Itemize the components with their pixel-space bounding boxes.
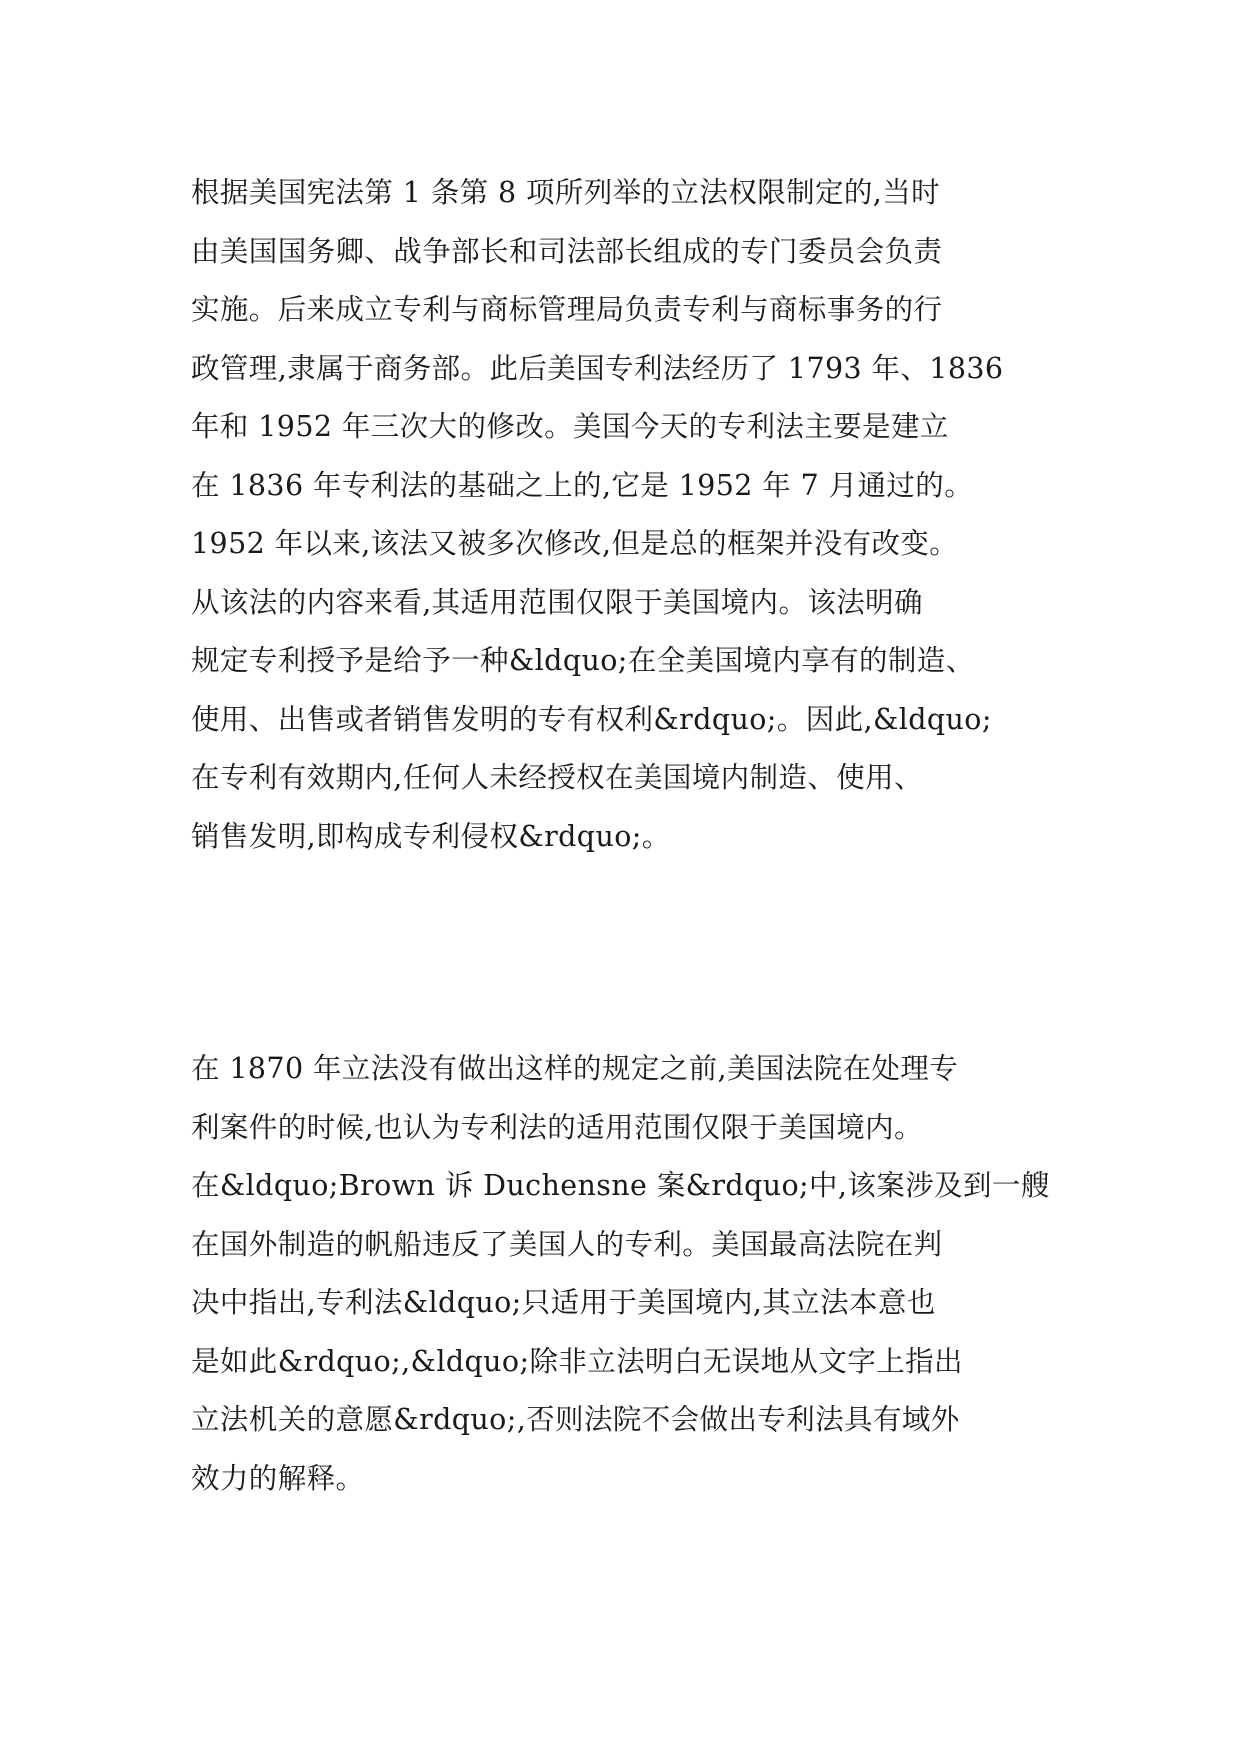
paragraph-line: 政管理,隶属于商务部。此后美国专利法经历了 1793 年、1836 bbox=[191, 351, 1004, 385]
paragraph-2 bbox=[191, 1040, 1071, 1508]
paragraph-line: 利案件的时候,也认为专利法的适用范围仅限于美国境内。 bbox=[191, 1110, 923, 1144]
paragraph-line: 效力的解释。 bbox=[191, 1461, 365, 1495]
paragraph-line: 使用、出售或者销售发明的专有权利&rdquo;。因此,&ldquo; bbox=[191, 702, 992, 736]
paragraph-line: 规定专利授予是给予一种&ldquo;在全美国境内享有的制造、 bbox=[191, 644, 975, 677]
paragraph-line: 在 1836 年专利法的基础之上的,它是 1952 年 7 月通过的。 bbox=[191, 468, 974, 502]
paragraph-line: 立法机关的意愿&rdquo;,否则法院不会做出专利法具有域外 bbox=[191, 1403, 960, 1436]
paragraph-line: 在 1870 年立法没有做出这样的规定之前,美国法院在处理专 bbox=[191, 1052, 959, 1085]
paragraph-1 bbox=[191, 164, 1071, 866]
paragraph-line: 在国外制造的帆船违反了美国人的专利。美国最高法院在判 bbox=[191, 1227, 943, 1261]
paragraph-line: 由美国国务卿、战争部长和司法部长组成的专门委员会负责 bbox=[191, 234, 943, 268]
paragraph-line: 1952 年以来,该法又被多次修改,但是总的框架并没有改变。 bbox=[191, 527, 959, 560]
paragraph-line: 是如此&rdquo;,&ldquo;除非立法明白无误地从文字上指出 bbox=[191, 1344, 963, 1378]
paragraph-line: 从该法的内容来看,其适用范围仅限于美国境内。该法明确 bbox=[191, 585, 923, 619]
paragraph-line: 在&ldquo;Brown 诉 Duchensne 案&rdquo;中,该案涉及到一艘 bbox=[191, 1169, 1050, 1202]
paragraph-line: 年和 1952 年三次大的修改。美国今天的专利法主要是建立 bbox=[191, 410, 949, 443]
paragraph-line: 根据美国宪法第 1 条第 8 项所列举的立法权限制定的,当时 bbox=[191, 176, 941, 209]
paragraph-line: 实施。后来成立专利与商标管理局负责专利与商标事务的行 bbox=[191, 293, 943, 326]
paragraph-line: 决中指出,专利法&ldquo;只适用于美国境内,其立法本意也 bbox=[191, 1286, 936, 1319]
paragraph-line: 在专利有效期内,任何人未经授权在美国境内制造、使用、 bbox=[191, 761, 923, 794]
paragraph-line: 销售发明,即构成专利侵权&rdquo;。 bbox=[191, 819, 671, 853]
